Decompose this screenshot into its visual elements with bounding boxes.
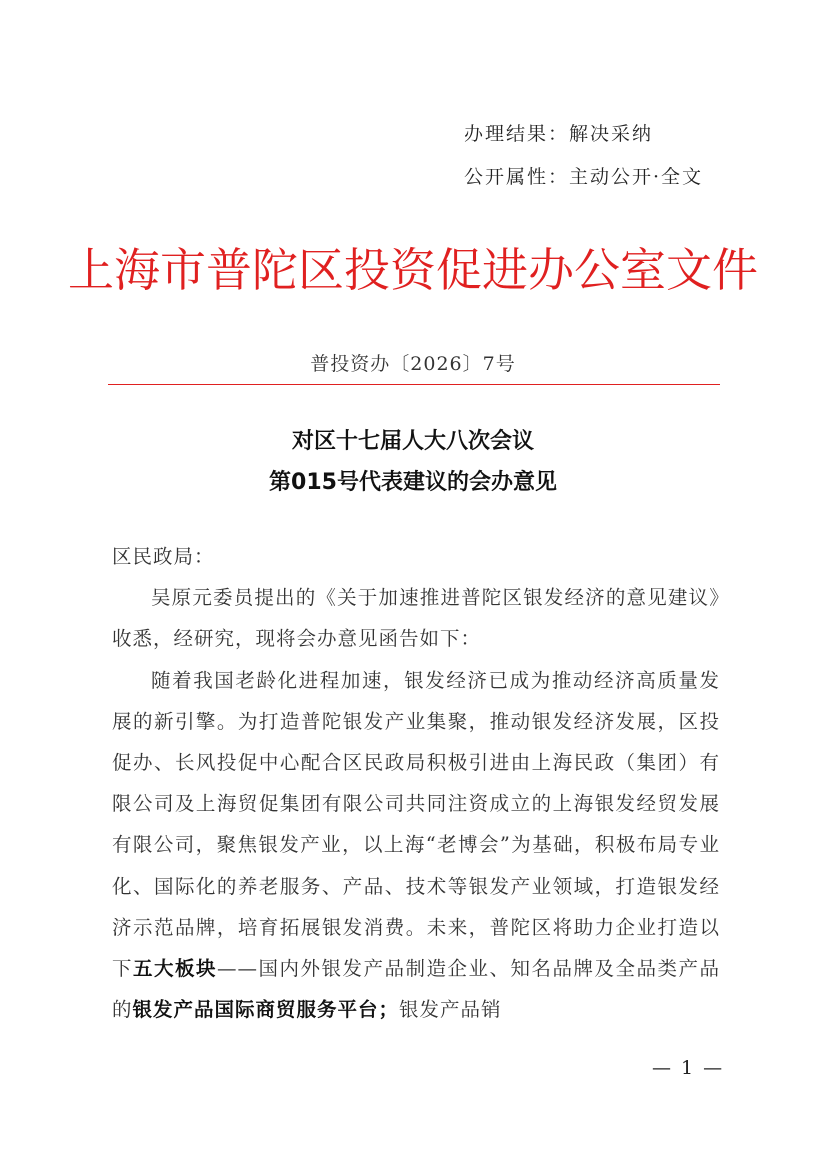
subject-title-line-2: 第015号代表建议的会办意见 xyxy=(269,470,557,495)
paragraph-2-text-end: 银发产品销 xyxy=(399,998,502,1022)
document-number: 普投资办〔2026〕7号 xyxy=(310,353,516,375)
addressee: 区民政局： xyxy=(112,545,215,568)
paragraph-2-text-middle: ——国内外银发产品制造企业、知名品牌及全品类产品的 xyxy=(112,957,720,1022)
paragraph-1: 吴原元委员提出的《关于加速推进普陀区银发经济的意见建议》收悉，经研究，现将会办意见函告如下： xyxy=(112,586,720,651)
disclosure-attribute: 公开属性：主动公开·全文 xyxy=(464,166,704,188)
paragraph-2-text-start: 随着我国老龄化进程加速，银发经济已成为推动经济高质量发展的新引擎。为打造普陀银发产业集聚，推动银发经济发展，区投促办、长风投促中心配合区民政局积极引进由上海民政（集团）有限公司及上海贸促集团有限公司共同注资成立的上海银发经贸发展有限公司，聚焦银发产业，以上海“老博会”为基础，积极布局专业化、国际化的养老服务、产品、技术等银发产业领域，打造银发经济示范品牌，培育拓展银发消费。未来，普陀区将助力企业打造以下 xyxy=(112,668,720,981)
handling-result: 办理结果：解决采纳 xyxy=(464,123,654,145)
red-separator-line xyxy=(108,384,720,385)
highlight-trade-platform: 银发产品国际商贸服务平台； xyxy=(132,998,400,1022)
document-body xyxy=(112,536,720,1030)
issuing-office-title: 上海市普陀区投资促进办公室文件 xyxy=(68,243,758,297)
paragraph-2 xyxy=(112,660,720,1031)
page-number: — 1 — xyxy=(652,1057,725,1079)
subject-title-line-1: 对区十七届人大八次会议 xyxy=(291,429,534,454)
highlight-five-sectors: 五大板块 xyxy=(133,957,217,981)
